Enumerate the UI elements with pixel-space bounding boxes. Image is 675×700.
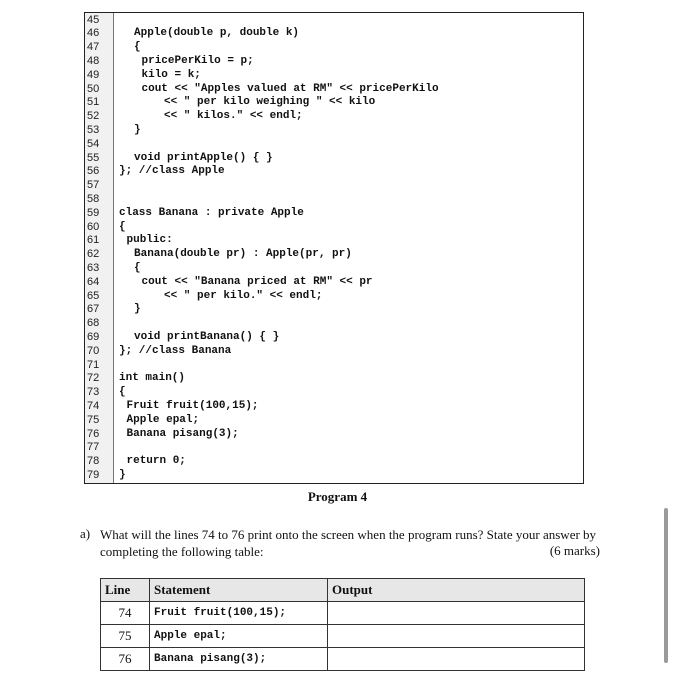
- row-output[interactable]: [328, 648, 585, 671]
- code-text: pricePerKilo = p;: [141, 54, 254, 67]
- code-text: Banana(double pr) : Apple(pr, pr): [134, 248, 352, 261]
- line-number: 67: [87, 303, 100, 316]
- line-number: 71: [87, 358, 100, 371]
- row-line: 74: [101, 602, 150, 625]
- header-output: Output: [328, 579, 585, 602]
- code-line: [85, 317, 583, 331]
- header-line: Line: [101, 579, 150, 602]
- line-number: 61: [87, 234, 100, 247]
- line-number: 60: [87, 220, 100, 233]
- code-line: [85, 428, 583, 442]
- code-line: [85, 441, 583, 455]
- line-number: 72: [87, 372, 100, 385]
- code-text: public:: [126, 234, 173, 247]
- line-number: 78: [87, 455, 100, 468]
- code-line: [85, 345, 583, 359]
- line-number: 55: [87, 151, 100, 164]
- line-number: 53: [87, 123, 100, 136]
- code-line: [85, 248, 583, 262]
- line-number: 48: [87, 54, 100, 67]
- code-line: [85, 276, 583, 290]
- code-line: [85, 469, 583, 483]
- code-text: cout << "Banana priced at RM" << pr: [141, 275, 373, 288]
- code-text: << " per kilo weighing " << kilo: [164, 96, 376, 109]
- line-number: 56: [87, 165, 100, 178]
- header-statement: Statement: [150, 579, 328, 602]
- code-line: [85, 69, 583, 83]
- line-number: 70: [87, 344, 100, 357]
- line-number: 74: [87, 399, 100, 412]
- code-line: [85, 234, 583, 248]
- code-text: Banana pisang(3);: [126, 427, 239, 440]
- line-number: 59: [87, 206, 100, 219]
- row-line: 76: [101, 648, 150, 671]
- scrollbar[interactable]: [664, 508, 668, 663]
- line-number: 62: [87, 248, 100, 261]
- code-text: int main(): [119, 372, 186, 385]
- line-number: 57: [87, 179, 100, 192]
- code-line: [85, 124, 583, 138]
- question-label: a): [80, 526, 91, 541]
- code-text: }: [134, 123, 141, 136]
- code-line: [85, 179, 583, 193]
- line-number: 58: [87, 192, 100, 205]
- row-statement: Apple epal;: [150, 625, 328, 648]
- row-statement: Banana pisang(3);: [150, 648, 328, 671]
- line-number: 73: [87, 386, 100, 399]
- table-row: [101, 648, 585, 671]
- code-line: [85, 110, 583, 124]
- code-text: void printApple() { }: [134, 151, 273, 164]
- code-line: [85, 27, 583, 41]
- code-text: void printBanana() { }: [134, 330, 280, 343]
- line-number: 64: [87, 275, 100, 288]
- code-text: {: [119, 220, 126, 233]
- line-number: 47: [87, 41, 100, 54]
- code-line: [85, 193, 583, 207]
- code-line: [85, 138, 583, 152]
- code-line: [85, 290, 583, 304]
- line-number: 50: [87, 82, 100, 95]
- code-line: [85, 262, 583, 276]
- code-text: }; //class Banana: [119, 344, 232, 357]
- code-line: [85, 455, 583, 469]
- line-number: 52: [87, 110, 100, 123]
- code-text: << " kilos." << endl;: [164, 110, 303, 123]
- answer-table: [100, 578, 585, 671]
- code-line: [85, 207, 583, 221]
- line-number: 63: [87, 261, 100, 274]
- question-text: What will the lines 74 to 76 print onto the screen when the program runs? State your answer by completing the following table:: [100, 527, 597, 559]
- code-line: [85, 400, 583, 414]
- code-line: [85, 83, 583, 97]
- code-line: [85, 152, 583, 166]
- row-line: 75: [101, 625, 150, 648]
- program-caption: Program 4: [307, 489, 368, 504]
- code-text: }; //class Apple: [119, 165, 225, 178]
- code-line: [85, 414, 583, 428]
- code-text: class Banana : private Apple: [119, 206, 304, 219]
- line-number: 68: [87, 317, 100, 330]
- code-text: }: [134, 303, 141, 316]
- line-number: 65: [87, 289, 100, 302]
- line-number: 46: [87, 27, 100, 40]
- row-output[interactable]: [328, 625, 585, 648]
- table-row: [101, 602, 585, 625]
- line-number: 51: [87, 96, 100, 109]
- code-text: << " per kilo." << endl;: [164, 289, 323, 302]
- code-line: [85, 14, 583, 28]
- row-statement: Fruit fruit(100,15);: [150, 602, 328, 625]
- code-line: [85, 372, 583, 386]
- line-number: 45: [87, 13, 100, 26]
- answer-table-header: [101, 579, 585, 602]
- line-number: 79: [87, 468, 100, 481]
- code-line: [85, 331, 583, 345]
- code-line: [85, 41, 583, 55]
- table-row: [101, 625, 585, 648]
- code-listing: [84, 12, 584, 484]
- line-number: 54: [87, 137, 100, 150]
- line-number: 75: [87, 413, 100, 426]
- code-text: {: [119, 386, 126, 399]
- line-number: 77: [87, 441, 100, 454]
- code-line: [85, 386, 583, 400]
- code-text: {: [134, 41, 141, 54]
- code-text: cout << "Apples valued at RM" << pricePerKilo: [141, 82, 439, 95]
- code-line: [85, 96, 583, 110]
- code-text: Apple epal;: [126, 413, 200, 426]
- code-line: [85, 221, 583, 235]
- question-marks: (6 marks): [549, 543, 600, 558]
- code-text: Apple(double p, double k): [134, 27, 300, 40]
- line-number: 69: [87, 330, 100, 343]
- code-line: [85, 359, 583, 373]
- row-output[interactable]: [328, 602, 585, 625]
- code-text: Fruit fruit(100,15);: [126, 399, 259, 412]
- code-line: [85, 165, 583, 179]
- code-text: return 0;: [126, 455, 186, 468]
- code-line: [85, 303, 583, 317]
- code-text: {: [134, 261, 141, 274]
- code-text: kilo = k;: [141, 68, 201, 81]
- code-line: [85, 55, 583, 69]
- code-text: }: [119, 468, 126, 481]
- line-number: 76: [87, 427, 100, 440]
- line-number: 49: [87, 68, 100, 81]
